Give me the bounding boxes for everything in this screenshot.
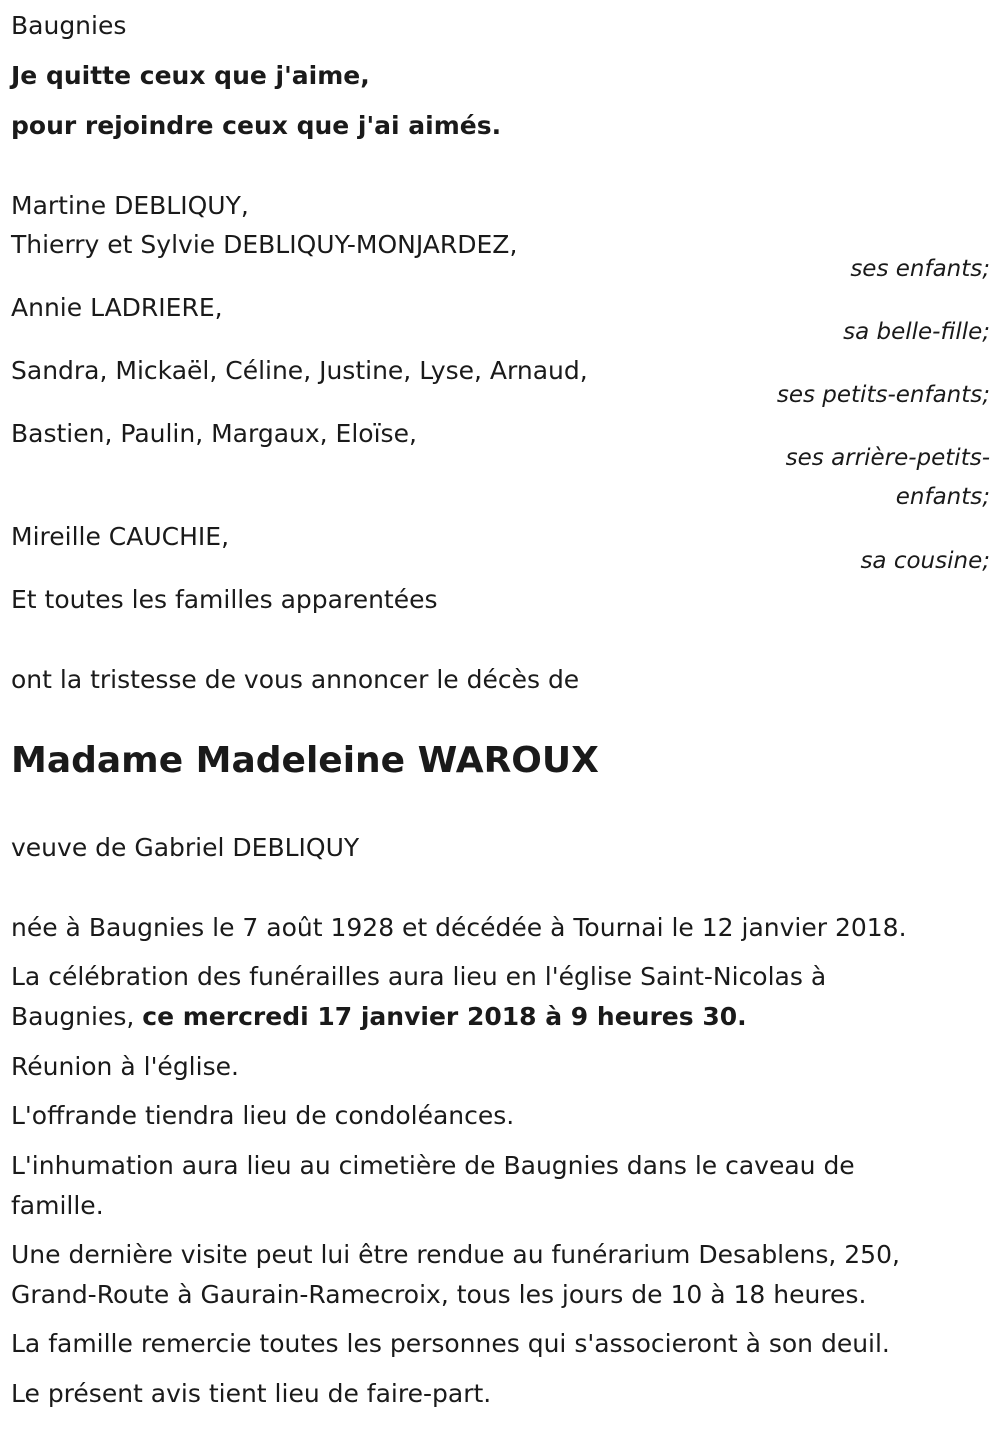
offering: L'offrande tiendra lieu de condoléances. [11, 1101, 515, 1130]
thanks: La famille remercie toutes les personnes qui s'associeront à son deuil. [11, 1329, 890, 1358]
funeral-line-2 [11, 997, 747, 1037]
verse-line-1: Je quitte ceux que j'aime, [11, 61, 370, 90]
burial-line-1: L'inhumation aura lieu au cimetière de Baugnies dans le caveau de [11, 1151, 855, 1180]
visit-line-1: Une dernière visite peut lui être rendue au funérarium Desablens, 250, [11, 1240, 900, 1269]
location-heading: Baugnies [11, 11, 127, 40]
deceased-name: Madame Madeleine WAROUX [11, 740, 599, 781]
announcement-intro: ont la tristesse de vous annoncer le décès de [11, 665, 580, 694]
widow-of: veuve de Gabriel DEBLIQUY [11, 833, 360, 862]
great-grandchildren: Bastien, Paulin, Margaux, Eloïse, [11, 419, 417, 448]
birth-death: née à Baugnies le 7 août 1928 et décédée à Tournai le 12 janvier 2018. [11, 913, 907, 942]
verse-line-2: pour rejoindre ceux que j'ai aimés. [11, 111, 502, 140]
notice: Le présent avis tient lieu de faire-part. [11, 1379, 492, 1408]
children-line-1: Martine DEBLIQUY, [11, 191, 249, 220]
cousin-relation: sa cousine; [860, 548, 990, 574]
daughter-in-law-relation: sa belle-fille; [843, 319, 990, 345]
grandchildren: Sandra, Mickaël, Céline, Justine, Lyse, Arnaud, [11, 356, 588, 385]
burial-line-2: famille. [11, 1191, 104, 1220]
funeral-place: Baugnies, [11, 1002, 143, 1031]
children-line-2: Thierry et Sylvie DEBLIQUY-MONJARDEZ, [11, 230, 518, 259]
related-families: Et toutes les familles apparentées [11, 585, 438, 614]
funeral-line-1: La célébration des funérailles aura lieu en l'église Saint-Nicolas à [11, 962, 827, 991]
grandchildren-relation: ses petits-enfants; [776, 382, 990, 408]
children-relation: ses enfants; [850, 256, 990, 282]
visit-line-2: Grand-Route à Gaurain-Ramecroix, tous les jours de 10 à 18 heures. [11, 1280, 867, 1309]
meeting: Réunion à l'église. [11, 1052, 239, 1081]
daughter-in-law: Annie LADRIERE, [11, 293, 223, 322]
funeral-date: ce mercredi 17 janvier 2018 à 9 heures 30. [142, 1002, 747, 1031]
cousin: Mireille CAUCHIE, [11, 522, 230, 551]
great-grandchildren-relation-2: enfants; [895, 484, 990, 510]
great-grandchildren-relation-1: ses arrière-petits- [785, 445, 990, 471]
